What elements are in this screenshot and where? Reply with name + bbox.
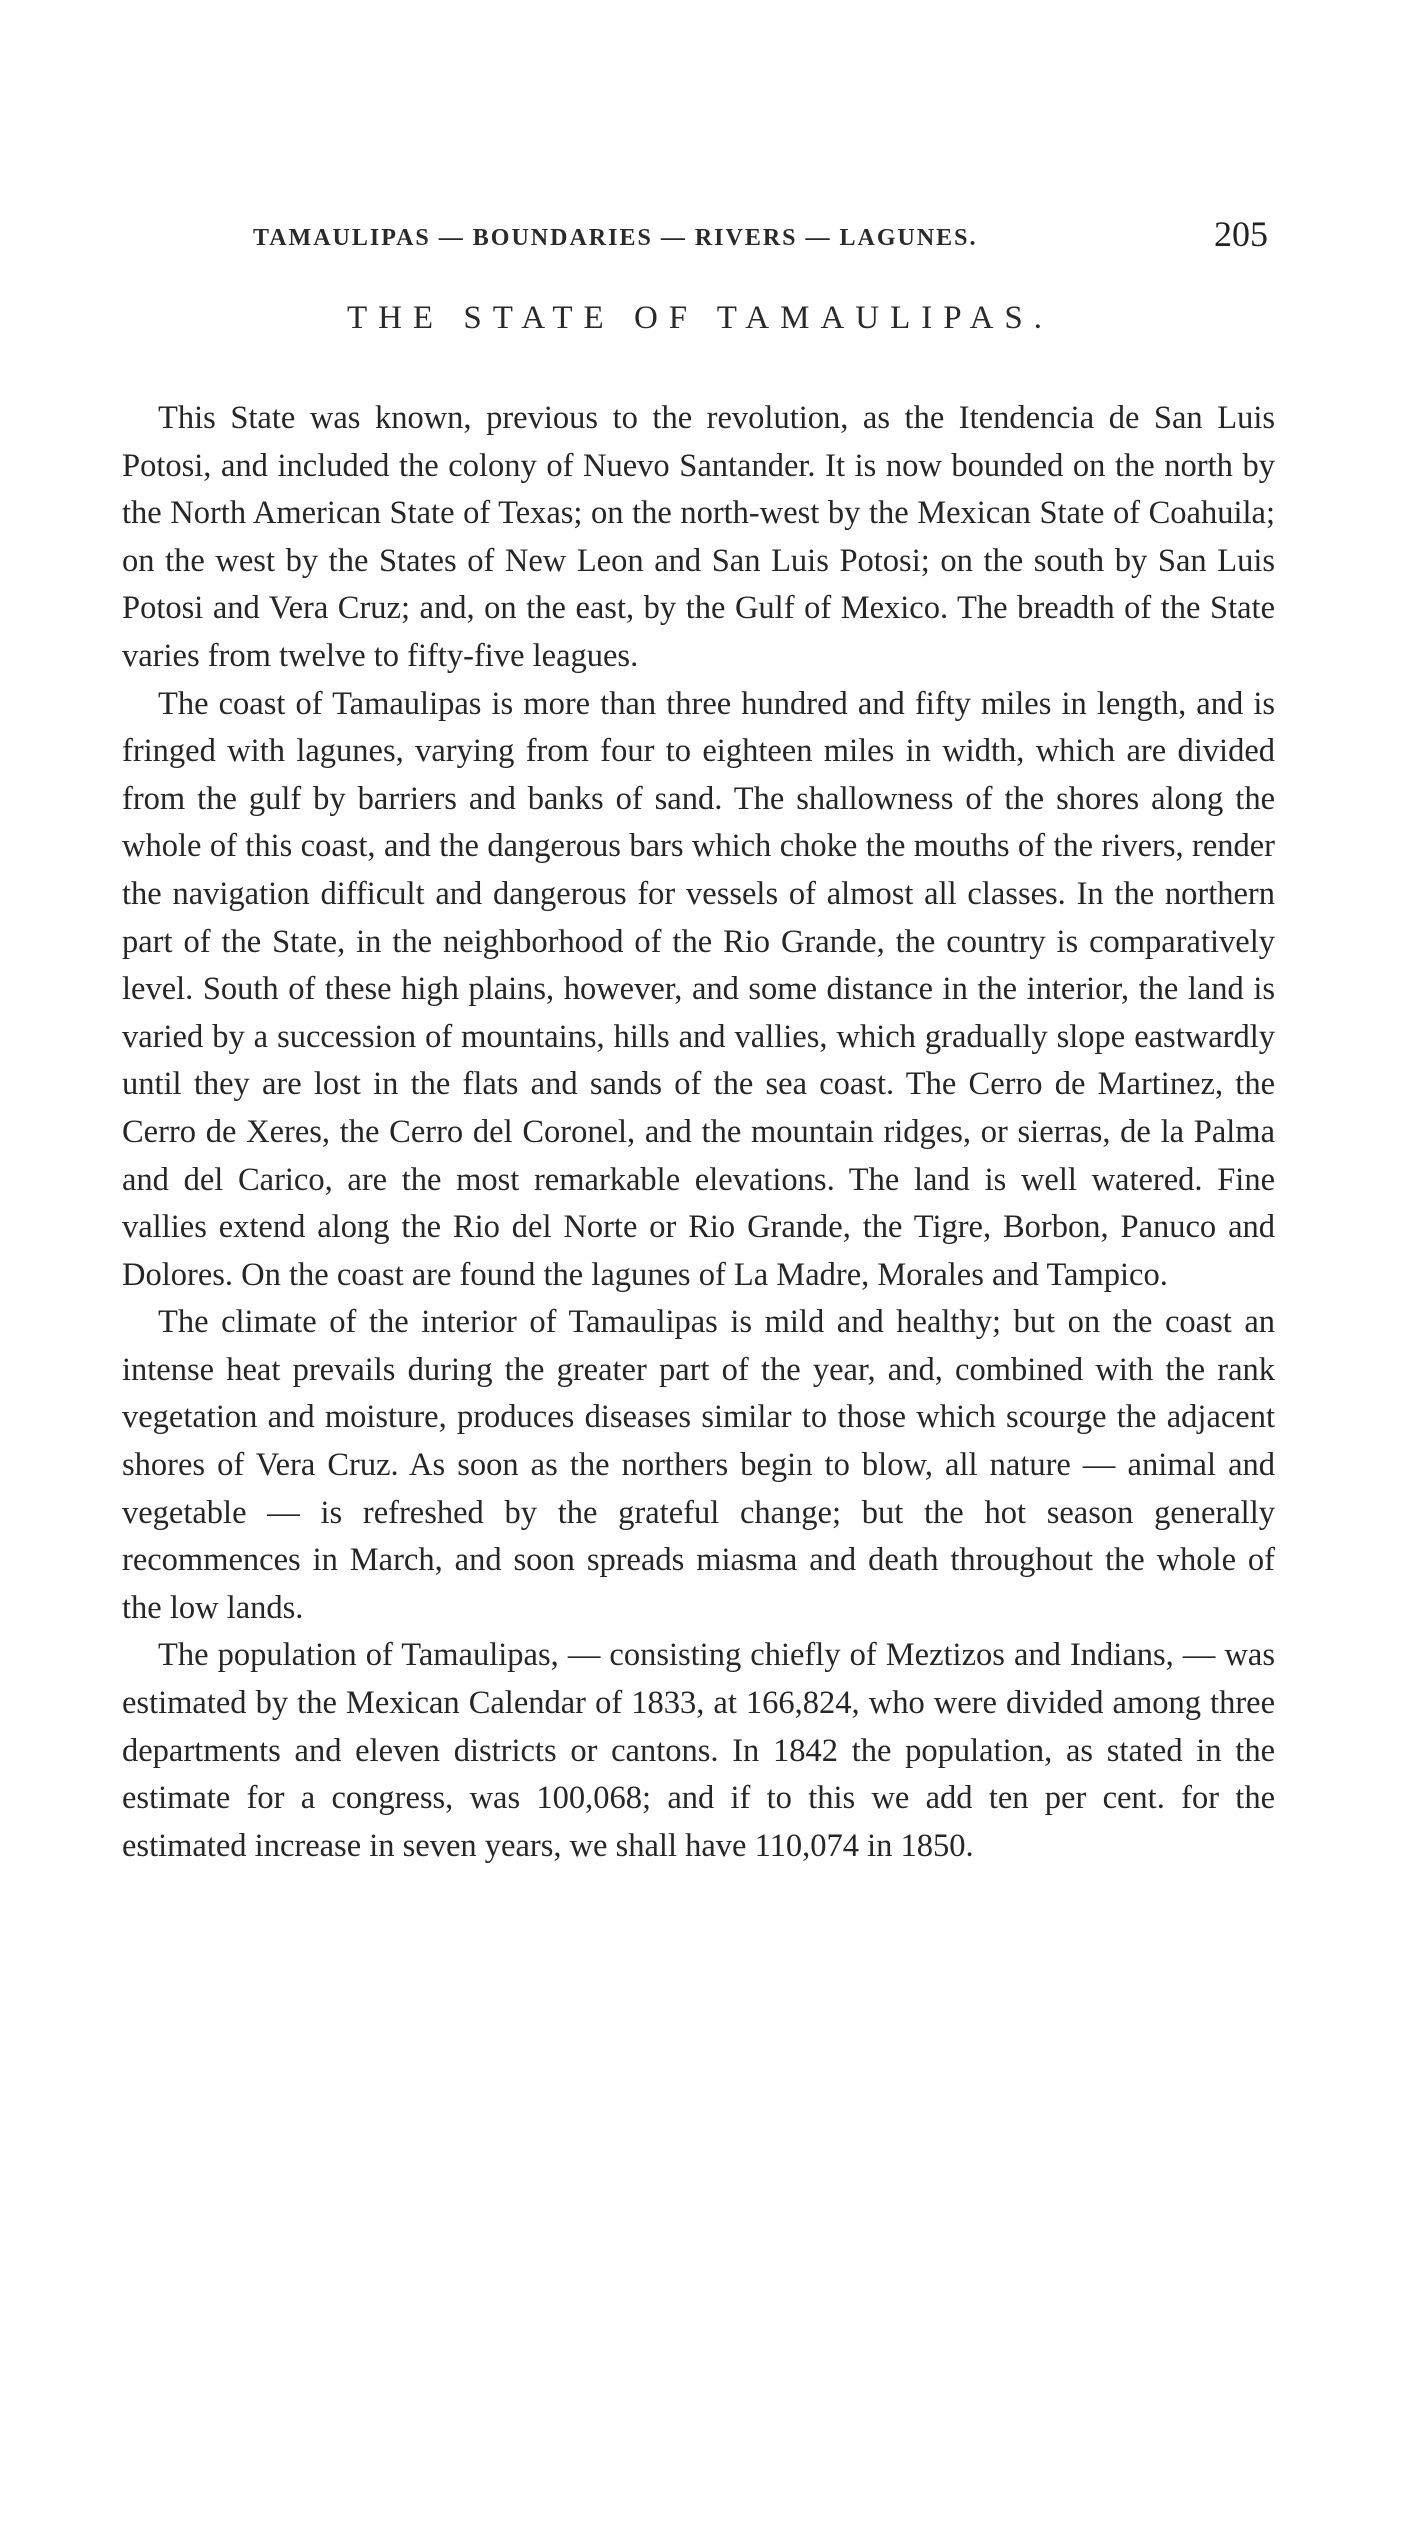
running-head <box>243 213 1268 263</box>
page-number: 205 <box>1214 214 1268 254</box>
paragraph-climate: The climate of the interior of Tamaulipas is mild and healthy; but on the coast an intense heat prevails during the greater part of the year, and, combined with the rank vegetation and moisture, produces diseases similar to those which scourge the adjacent shores of Vera Cruz. As soon as the northers begin to blow, all nature — animal and vegetable — is refreshed by the grateful change; but the hot season generally recommences in March, and soon spreads miasma and death throughout the whole of the low lands. <box>122 1304 1275 1626</box>
paragraph-boundaries: This State was known, previous to the revolution, as the Itendencia de San Luis Potosi, and included the colony of Nuevo Santander. It is now bounded on the north by the North American State of Texas; on the north-west by the Mexican State of Coahuila; on the west by the States of New Leon and San Luis Potosi; on the south by San Luis Potosi and Vera Cruz; and, on the east, by the Gulf of Mexico. The breadth of the State varies from twelve to fifty-five leagues. <box>122 400 1275 674</box>
chapter-title: THE STATE OF TAMAULIPAS. <box>346 300 1054 336</box>
running-title: TAMAULIPAS — BOUNDARIES — RIVERS — LAGUNES. <box>253 225 978 251</box>
paragraph-coast: The coast of Tamaulipas is more than three hundred and fifty miles in length, and is fringed with lagunes, varying from four to eighteen miles in width, which are divided from the gulf by barriers and banks of sand. The shallowness of the shores along the whole of this coast, and the dangerous bars which choke the mouths of the rivers, render the navigation difficult and dangerous for vessels of almost all classes. In the northern part of the State, in the neighborhood of the Rio Grande, the country is comparatively level. South of these high plains, however, and some distance in the interior, the land is varied by a succession of mountains, hills and vallies, which gradually slope eastwardly until they are lost in the flats and sands of the sea coast. The Cerro de Martinez, the Cerro de Xeres, the Cerro del Coronel, and the mountain ridges, or sierras, de la Palma and del Carico, are the most remarkable elevations. The land is well watered. Fine vallies extend along the Rio del Norte or Rio Grande, the Tigre, Borbon, Panuco and Dolores. On the coast are found the lagunes of La Madre, Morales and Tampico. <box>122 685 1275 1293</box>
paragraph-population: The population of Tamaulipas, — consisting chiefly of Meztizos and Indians, — was estimated by the Mexican Calendar of 1833, at 166,824, who were divided among three departments and eleven districts or cantons. In 1842 the population, as stated in the estimate for a congress, was 100,068; and if to this we add ten per cent. for the estimated increase in seven years, we shall have 110,074 in 1850. <box>122 1637 1275 1864</box>
body-text <box>122 395 1275 1870</box>
